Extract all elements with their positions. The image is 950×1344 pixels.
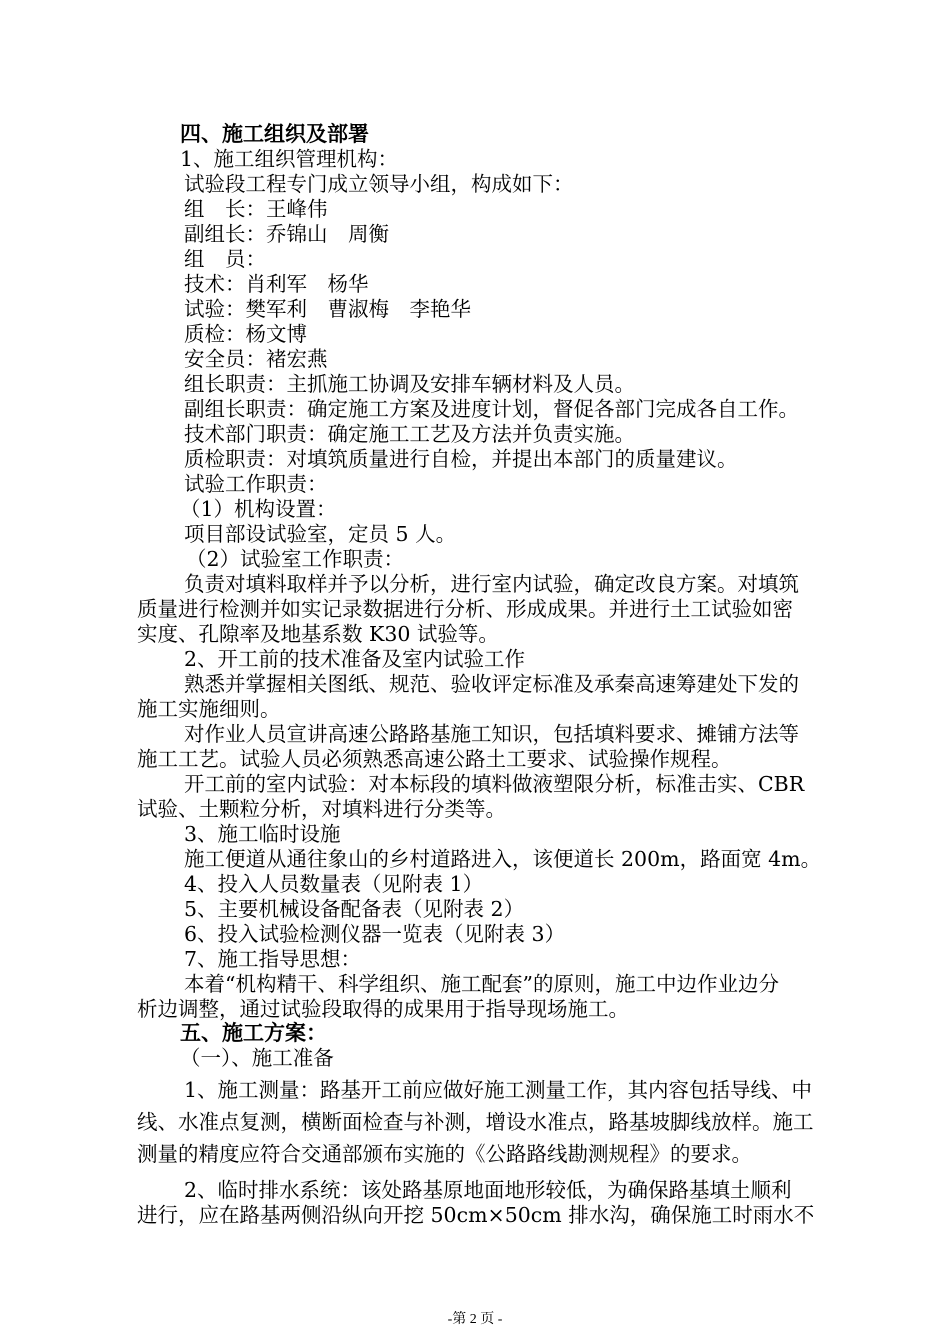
text-line: 2、开工前的技术准备及室内试验工作 [184,647,526,671]
text-line: 副组长职责：确定施工方案及进度计划，督促各部门完成各自工作。 [184,397,799,421]
section-heading-5: 五、施工方案： [180,1020,327,1045]
text-line: 副组长：乔锦山 周衡 [184,222,389,246]
text-line: 技术部门职责：确定施工工艺及方法并负责实施。 [184,422,635,446]
text-line: 试验：樊军利 曹淑梅 李艳华 [184,297,471,321]
text-line: 6、投入试验检测仪器一览表（见附表 3） [184,922,566,946]
text-line: 试验、土颗粒分析，对填料进行分类等。 [137,797,506,821]
text-line: 试验段工程专门成立领导小组，构成如下： [184,172,574,196]
text-line: 4、投入人员数量表（见附表 1） [184,872,484,896]
text-line: 1、施工组织管理机构： [180,147,399,171]
text-line: 7、施工指导思想： [184,947,362,971]
text-line: 对作业人员宣讲高速公路路基施工知识，包括填料要求、摊铺方法等 [184,722,799,746]
text-line: 测量的精度应符合交通部颁布实施的《公路路线勘测规程》的要求。 [137,1142,752,1166]
text-line: 进行，应在路基两侧沿纵向开挖 50cm×50cm 排水沟，确保施工时雨水不 [137,1203,815,1227]
text-line: 析边调整，通过试验段取得的成果用于指导现场施工。 [137,997,629,1021]
page-number: -第 2 页 - [447,1312,503,1327]
text-line: 本着“机构精干、科学组织、施工配套”的原则，施工中边作业边分 [184,972,779,996]
text-line: 施工实施细则。 [137,697,281,721]
text-line: 线、水准点复测，横断面检查与补测，增设水准点，路基坡脚线放样。施工 [137,1110,814,1134]
text-line: 熟悉并掌握相关图纸、规范、验收评定标准及承秦高速筹建处下发的 [184,672,799,696]
text-line: 组 长：王峰伟 [184,197,328,221]
text-line: 1、施工测量：路基开工前应做好施工测量工作，其内容包括导线、中 [184,1078,813,1102]
text-line: （一）、施工准备 [180,1046,334,1070]
text-line: （1）机构设置： [180,497,337,521]
text-line: 安全员：褚宏燕 [184,347,328,371]
text-line: 5、主要机械设备配备表（见附表 2） [184,897,525,921]
text-line: 实度、孔隙率及地基系数 K30 试验等。 [137,622,499,646]
text-line: 组 员： [184,247,266,271]
text-line: 施工工艺。试验人员必须熟悉高速公路土工要求、试验操作规程。 [137,747,732,771]
text-line: 2、临时排水系统：该处路基原地面地形较低，为确保路基填土顺利 [184,1178,792,1202]
text-line: 试验工作职责： [184,472,328,496]
text-line: 负责对填料取样并予以分析，进行室内试验，确定改良方案。对填筑 [184,572,799,596]
text-line: 质检职责：对填筑质量进行自检，并提出本部门的质量建议。 [184,447,738,471]
text-line: 组长职责：主抓施工协调及安排车辆材料及人员。 [184,372,635,396]
text-line: 质量进行检测并如实记录数据进行分析、形成成果。并进行土工试验如密 [137,597,793,621]
text-line: 技术：肖利军 杨华 [184,272,369,296]
text-line: 3、施工临时设施 [184,822,341,846]
text-line: 质检：杨文博 [184,322,307,346]
text-line: （2）试验室工作职责： [186,547,405,571]
text-line: 开工前的室内试验：对本标段的填料做液塑限分析，标准击实、CBR [184,772,805,796]
text-line: 施工便道从通往象山的乡村道路进入，该便道长 200m，路面宽 4m。 [184,847,822,871]
text-line: 项目部设试验室，定员 5 人。 [184,522,457,546]
section-heading-4: 四、施工组织及部署 [180,121,369,146]
